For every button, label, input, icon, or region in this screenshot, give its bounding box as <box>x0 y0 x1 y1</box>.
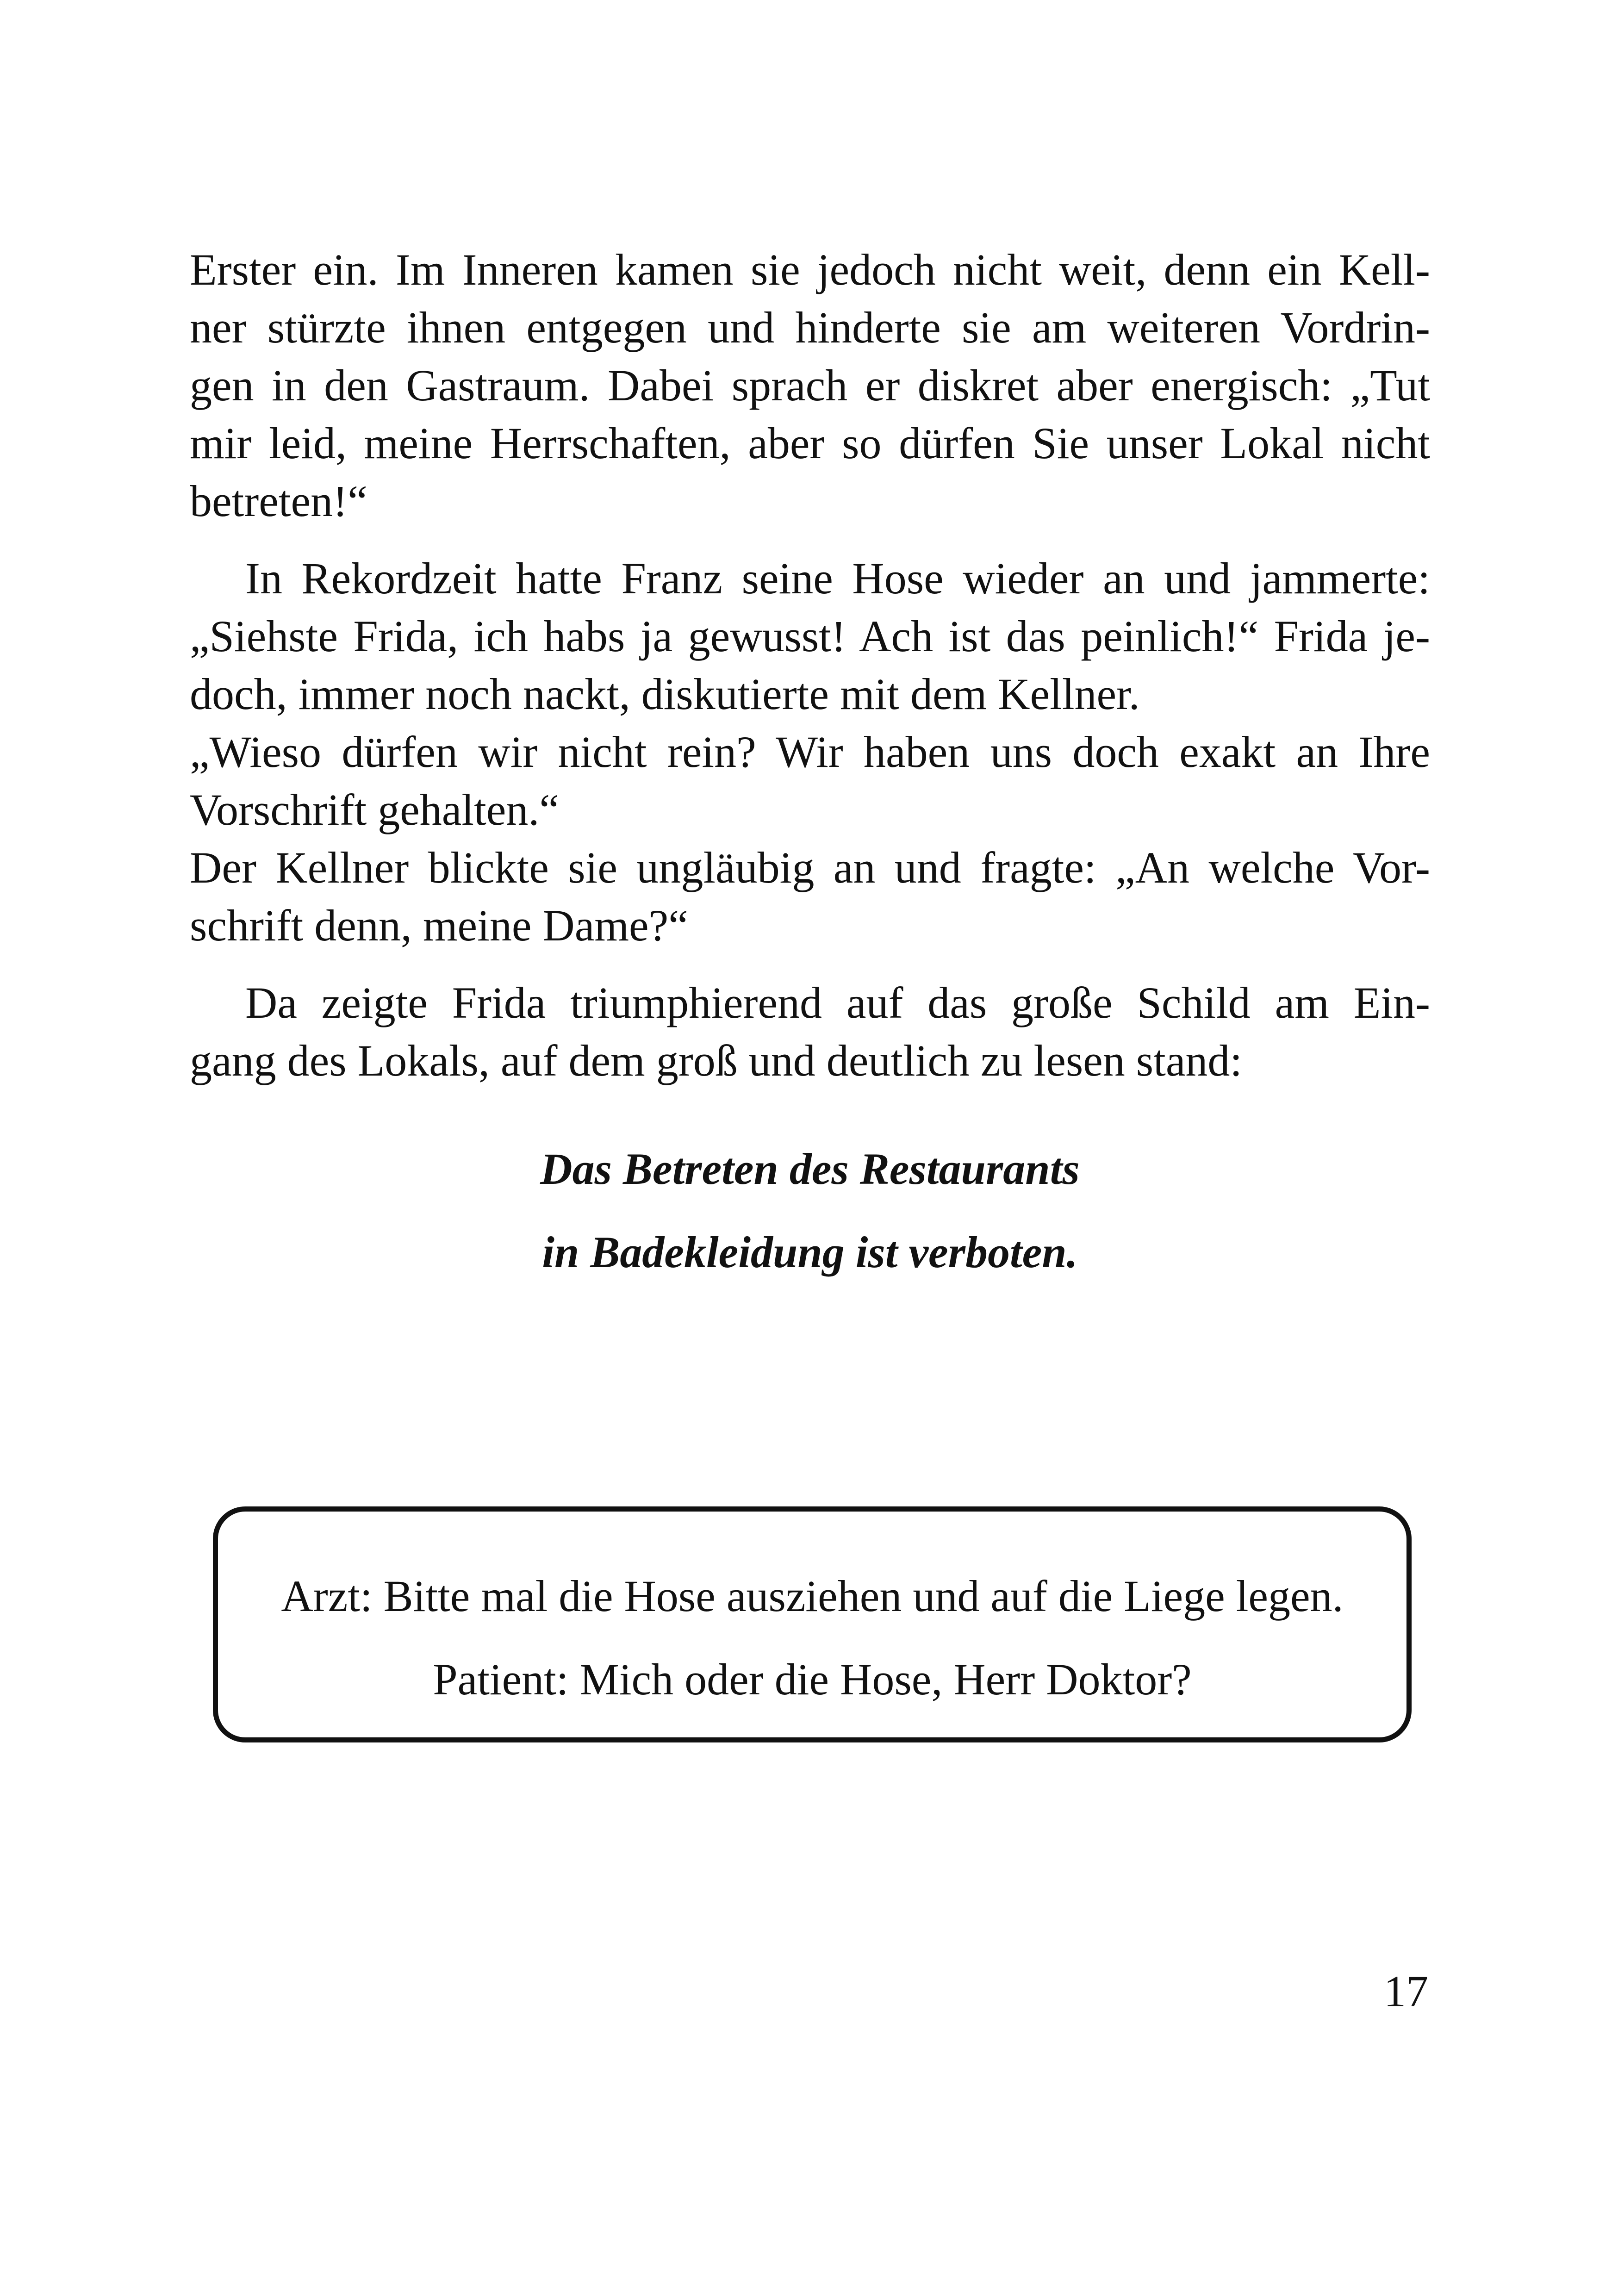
sign-text-line-1: Das Betreten des Restaurants <box>540 1144 1080 1194</box>
paragraph-3 <box>190 723 1430 839</box>
sign-text-line-2: in Badekleidung ist verboten. <box>542 1227 1078 1277</box>
text-line: In Rekordzeit hatte Franz seine Hose wieder an und jammerte: <box>245 554 1430 603</box>
text-line: Der Kellner blickte sie ungläubig an und fragte: „An welche Vor- <box>190 843 1430 892</box>
paragraph-1 <box>190 241 1430 530</box>
text-line: betreten!“ <box>190 476 367 526</box>
text-line: Da zeigte Frida triumphierend auf das große Schild am Ein- <box>245 978 1430 1027</box>
joke-line-doctor: Arzt: Bitte mal die Hose ausziehen und auf die Liege legen. <box>281 1571 1344 1621</box>
text-line: ner stürzte ihnen entgegen und hinderte sie am weiteren Vordrin- <box>190 303 1430 352</box>
text-line: schrift denn, meine Dame?“ <box>190 901 688 950</box>
text-line: Erster ein. Im Inneren kamen sie jedoch nicht weit, denn ein Kell- <box>190 245 1430 294</box>
paragraph-2 <box>190 549 1430 723</box>
story-text <box>190 241 1430 1089</box>
text-line: Vorschrift gehalten.“ <box>190 785 559 834</box>
text-line: „Siehste Frida, ich habs ja gewusst! Ach ist das peinlich!“ Frida je- <box>190 611 1430 661</box>
text-line: gang des Lokals, auf dem groß und deutlich zu lesen stand: <box>190 1036 1243 1085</box>
text-line: gen in den Gastraum. Dabei sprach er diskret aber energisch: „Tut <box>190 361 1430 410</box>
paragraph-5 <box>190 974 1430 1089</box>
paragraph-4 <box>190 839 1430 954</box>
text-line: mir leid, meine Herrschaften, aber so dürfen Sie unser Lokal nicht <box>190 418 1430 468</box>
joke-line-patient: Patient: Mich oder die Hose, Herr Doktor? <box>433 1655 1192 1704</box>
joke-box <box>213 1506 1412 1742</box>
text-line: doch, immer noch nackt, diskutierte mit dem Kellner. <box>190 669 1140 719</box>
page-number: 17 <box>1384 1966 1428 2016</box>
text-line: „Wieso dürfen wir nicht rein? Wir haben uns doch exakt an Ihre <box>190 727 1430 777</box>
